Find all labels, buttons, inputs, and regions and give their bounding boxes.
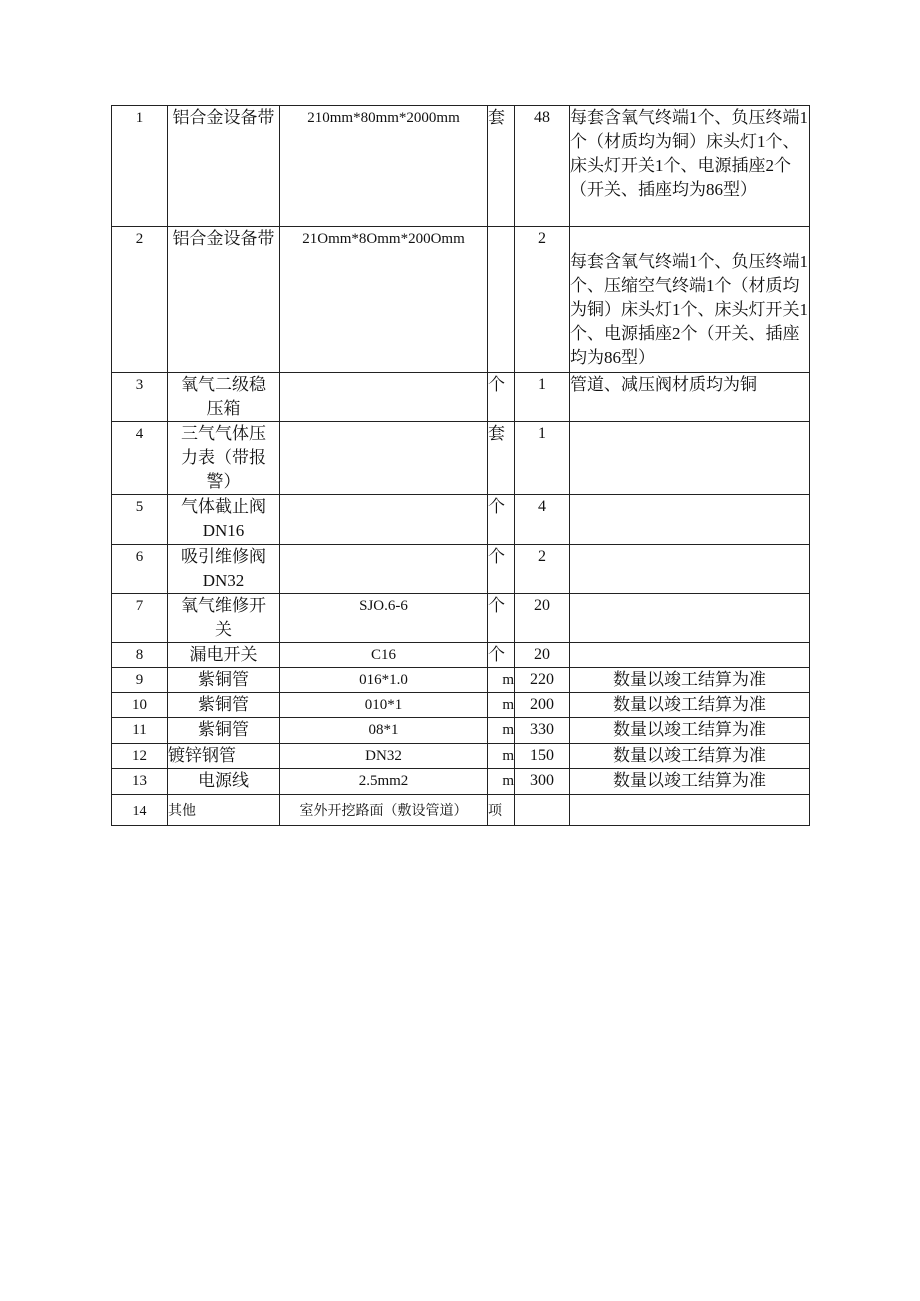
table-row xyxy=(112,693,810,718)
table-row xyxy=(112,795,810,826)
item-spec: SJO.6-6 xyxy=(280,594,488,643)
item-unit: m xyxy=(488,744,515,769)
item-unit: 个 xyxy=(488,373,515,422)
table-row xyxy=(112,594,810,643)
item-note: 每套含氧气终端1个、负压终端1个（材质均为铜）床头灯1个、床头灯开关1个、电源插座2个（开关、插座均为86型） xyxy=(570,106,810,227)
row-number: 8 xyxy=(112,643,168,668)
item-name: 镀锌钢管 xyxy=(168,744,280,769)
item-spec: 08*1 xyxy=(280,718,488,744)
item-unit: m xyxy=(488,668,515,693)
table-row xyxy=(112,227,810,373)
item-unit: m xyxy=(488,693,515,718)
item-quantity: 150 xyxy=(515,744,570,769)
item-unit: 项 xyxy=(488,795,515,826)
row-number: 13 xyxy=(112,769,168,795)
item-spec: C16 xyxy=(280,643,488,668)
item-name: 紫铜管 xyxy=(168,693,280,718)
item-unit: 套 xyxy=(488,106,515,227)
item-quantity: 300 xyxy=(515,769,570,795)
item-quantity: 1 xyxy=(515,373,570,422)
row-number: 14 xyxy=(112,795,168,826)
item-quantity: 48 xyxy=(515,106,570,227)
item-quantity: 1 xyxy=(515,422,570,495)
item-note xyxy=(570,422,810,495)
item-quantity: 220 xyxy=(515,668,570,693)
row-number: 11 xyxy=(112,718,168,744)
item-name: 其他 xyxy=(168,795,280,826)
item-quantity: 20 xyxy=(515,594,570,643)
item-spec: 室外开挖路面（敷设管道） xyxy=(280,795,488,826)
item-name: 三气气体压力表（带报警） xyxy=(168,422,280,495)
row-number: 1 xyxy=(112,106,168,227)
item-spec xyxy=(280,545,488,594)
table-row xyxy=(112,373,810,422)
item-quantity: 20 xyxy=(515,643,570,668)
row-number: 4 xyxy=(112,422,168,495)
table-row xyxy=(112,495,810,545)
item-note xyxy=(570,795,810,826)
item-note: 管道、减压阀材质均为铜 xyxy=(570,373,810,422)
item-name: 电源线 xyxy=(168,769,280,795)
item-note xyxy=(570,643,810,668)
row-number: 6 xyxy=(112,545,168,594)
item-name: 铝合金设备带 xyxy=(168,227,280,373)
item-spec: 210mm*80mm*2000mm xyxy=(280,106,488,227)
item-name: 紫铜管 xyxy=(168,718,280,744)
table-row xyxy=(112,545,810,594)
item-note xyxy=(570,594,810,643)
item-name: 铝合金设备带 xyxy=(168,106,280,227)
item-spec: 21Omm*8Omm*200Omm xyxy=(280,227,488,373)
item-spec: 010*1 xyxy=(280,693,488,718)
row-number: 2 xyxy=(112,227,168,373)
item-quantity: 2 xyxy=(515,545,570,594)
item-quantity: 200 xyxy=(515,693,570,718)
item-unit: 个 xyxy=(488,495,515,545)
item-quantity: 2 xyxy=(515,227,570,373)
item-spec xyxy=(280,373,488,422)
item-name: 氧气二级稳压箱 xyxy=(168,373,280,422)
table-row xyxy=(112,422,810,495)
item-unit: 个 xyxy=(488,643,515,668)
item-quantity xyxy=(515,795,570,826)
item-spec xyxy=(280,422,488,495)
table-row xyxy=(112,643,810,668)
item-note: 数量以竣工结算为准 xyxy=(570,693,810,718)
row-number: 10 xyxy=(112,693,168,718)
item-unit xyxy=(488,227,515,373)
item-note: 每套含氧气终端1个、负压终端1个、压缩空气终端1个（材质均为铜）床头灯1个、床头灯开关1个、电源插座2个（开关、插座均为86型） xyxy=(570,227,810,373)
table-row xyxy=(112,668,810,693)
row-number: 5 xyxy=(112,495,168,545)
item-spec: 016*1.0 xyxy=(280,668,488,693)
row-number: 9 xyxy=(112,668,168,693)
item-spec: DN32 xyxy=(280,744,488,769)
item-note xyxy=(570,545,810,594)
item-note: 数量以竣工结算为准 xyxy=(570,718,810,744)
item-unit: m xyxy=(488,769,515,795)
row-number: 12 xyxy=(112,744,168,769)
item-note: 数量以竣工结算为准 xyxy=(570,744,810,769)
item-name: 吸引维修阀DN32 xyxy=(168,545,280,594)
equipment-table xyxy=(111,105,810,826)
table-row xyxy=(112,718,810,744)
row-number: 7 xyxy=(112,594,168,643)
item-quantity: 330 xyxy=(515,718,570,744)
item-name: 漏电开关 xyxy=(168,643,280,668)
item-note xyxy=(570,495,810,545)
item-name: 氧气维修开关 xyxy=(168,594,280,643)
item-unit: 个 xyxy=(488,545,515,594)
item-unit: 个 xyxy=(488,594,515,643)
item-quantity: 4 xyxy=(515,495,570,545)
row-number: 3 xyxy=(112,373,168,422)
item-spec: 2.5mm2 xyxy=(280,769,488,795)
table-row xyxy=(112,744,810,769)
table-row xyxy=(112,769,810,795)
item-name: 紫铜管 xyxy=(168,668,280,693)
item-note: 数量以竣工结算为准 xyxy=(570,668,810,693)
item-unit: m xyxy=(488,718,515,744)
item-name: 气体截止阀DN16 xyxy=(168,495,280,545)
table-row xyxy=(112,106,810,227)
item-note: 数量以竣工结算为准 xyxy=(570,769,810,795)
item-unit: 套 xyxy=(488,422,515,495)
item-spec xyxy=(280,495,488,545)
